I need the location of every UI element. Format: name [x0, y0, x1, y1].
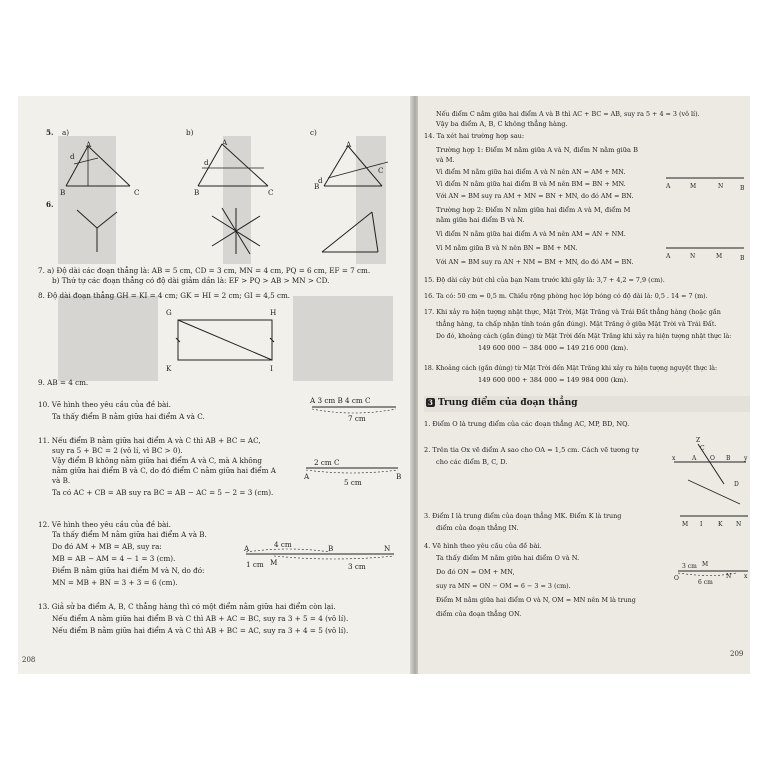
- label-M: M: [702, 561, 709, 568]
- r-line-11: Vì điểm N nằm giữa hai điểm A và M nên AM = AN + NM.: [436, 230, 626, 238]
- r-line-3: 14. Ta xét hai trường hợp sau:: [424, 132, 525, 140]
- q5c-figure: [308, 138, 398, 198]
- r-line-18: Do đó, khoảng cách (gần đúng) từ Mặt Trời đến Mặt Trăng khi xảy ra hiện tượng nhật thực là:: [436, 333, 732, 340]
- section-title: Trung điểm của đoạn thẳng: [438, 398, 578, 408]
- r-line-9: Trường hợp 2: Điểm N nằm giữa hai điểm A và M, điểm M: [436, 206, 631, 214]
- label-d: d: [204, 158, 209, 167]
- q8-rectangle: [168, 314, 278, 374]
- figure-panel: [58, 296, 158, 381]
- label-d: d: [70, 152, 75, 161]
- r-line-10: nằm giữa hai điểm B và N.: [436, 216, 525, 224]
- label-d: d: [318, 176, 323, 185]
- section-number: 3: [428, 398, 433, 407]
- r-line-14: 15. Độ dài cây bút chì của bạn Nam trước khi gãy là: 3,7 + 4,2 = 7,9 (cm).: [424, 276, 665, 284]
- label-x: x: [744, 573, 748, 580]
- q12-text-5: Điểm B nằm giữa hai điểm M và N, do đó:: [52, 566, 205, 575]
- label-K: K: [166, 364, 172, 373]
- label-N: N: [690, 253, 696, 260]
- case1-segment: [664, 174, 748, 184]
- ox-figure: [670, 440, 750, 512]
- r-line-25: 3. Điểm I là trung điểm của đoạn thẳng MK. Điểm K là trung: [424, 512, 622, 520]
- r-line-16: 17. Khi xảy ra hiện tượng nhật thực, Mặt Trời, Mặt Trăng và Trái Đất thẳng hàng (hoặc gần: [424, 308, 721, 316]
- label-y: y: [744, 455, 748, 462]
- label-B: B: [396, 472, 402, 481]
- label-M: M: [682, 521, 689, 528]
- r-line-21: 149 600 000 + 384 000 = 149 984 000 (km).: [478, 376, 629, 384]
- q5a-label: a): [62, 128, 70, 137]
- q13-text-3: Nếu điểm B nằm giữa hai điểm A và C thì AB + BC = AC, suy ra 3 + 4 = 5 (vô lí).: [52, 626, 349, 635]
- label-K: K: [718, 521, 723, 528]
- label-H: H: [270, 308, 277, 317]
- label-Z: Z: [696, 437, 701, 444]
- r-line-5: và M.: [436, 156, 455, 164]
- q12-segment-br: 3 cm: [348, 562, 366, 571]
- page-number: 208: [22, 656, 36, 664]
- label-B: B: [740, 185, 745, 192]
- q12-text-1: 12. Vẽ hình theo yêu cầu của đề bài.: [38, 520, 171, 529]
- q9-text: 9. AB = 4 cm.: [38, 378, 89, 387]
- r-line-32: điểm của đoạn thẳng ON.: [436, 610, 522, 618]
- q10-text-2: Ta thấy điểm B nằm giữa hai điểm A và C.: [52, 412, 205, 421]
- q5b-label: b): [186, 128, 194, 137]
- r-line-20: 18. Khoảng cách (gần đúng) từ Mặt Trời đến Mặt Trăng khi xảy ra hiện tượng nguyệt thực là:: [424, 365, 718, 372]
- r-line-23: 2. Trên tia Ox vẽ điểm A sao cho OA = 1,5 cm. Cách vẽ tương tự: [424, 446, 639, 454]
- q6-figure-1: [73, 206, 133, 258]
- label-O: O: [674, 575, 679, 582]
- q13-text-1: 13. Giả sử ba điểm A, B, C thẳng hàng thì có một điểm nằm giữa hai điểm còn lại.: [38, 602, 336, 611]
- q11-segment-top: 2 cm C: [314, 458, 340, 467]
- label-C: C: [700, 445, 705, 452]
- label-N: N: [384, 544, 391, 553]
- label-C: C: [134, 188, 140, 197]
- q11-text-2: suy ra 5 + BC = 2 (vô lí, vì BC > 0).: [52, 446, 183, 455]
- label-A: A: [244, 544, 250, 553]
- q11-text-4: nằm giữa hai điểm B và C, do đó điểm C nằm giữa hai điểm A: [52, 466, 276, 475]
- q10-segment-labels: A 3 cm B 4 cm C: [310, 396, 371, 405]
- label-O: O: [710, 455, 715, 462]
- om-segment-bottom: 6 cm: [698, 579, 713, 586]
- label-A: A: [86, 140, 92, 149]
- label-M: M: [716, 253, 723, 260]
- q6-figure-2: [208, 206, 268, 258]
- right-page: [418, 96, 750, 674]
- case2-segment: [664, 244, 748, 254]
- r-line-12: Vì M nằm giữa B và N nên BN = BM + MN.: [436, 244, 578, 252]
- label-I: I: [270, 364, 273, 373]
- r-line-31: Điểm M nằm giữa hai điểm O và N, OM = MN nên M là trung: [436, 596, 636, 604]
- r-line-7: Vì điểm N nằm giữa hai điểm B và M nên BM = BN + MN.: [436, 180, 626, 188]
- label-N: N: [736, 521, 742, 528]
- r-line-1: Nếu điểm C nằm giữa hai điểm A và B thì AC + BC = AB, suy ra 5 + 4 = 3 (vô lí).: [436, 110, 700, 118]
- q12-segment-top: 4 cm: [274, 540, 292, 549]
- left-page: [18, 96, 412, 674]
- r-line-30: suy ra MN = ON − OM = 6 − 3 = 3 (cm).: [436, 582, 571, 590]
- label-A: A: [346, 140, 352, 149]
- q10-length: 7 cm: [348, 414, 366, 423]
- q12-segment-bl: 1 cm: [246, 560, 264, 569]
- label-N: N: [726, 573, 732, 580]
- figure-panel: [293, 296, 393, 381]
- r-line-6: Vì điểm M nằm giữa hai điểm A và N nên AN = AM + MN.: [436, 168, 626, 176]
- q11-text-3: Vậy điểm B không nằm giữa hai điểm A và C, mà A không: [52, 456, 262, 465]
- q5c-label: c): [310, 128, 317, 137]
- label-C: C: [378, 166, 384, 175]
- label-G: G: [166, 308, 172, 317]
- label-A: A: [666, 183, 671, 190]
- q7b-text: b) Thứ tự các đoạn thẳng có độ dài giảm dần là: EF > PQ > AB > MN > CD.: [52, 276, 330, 285]
- q6-label: 6.: [46, 200, 54, 209]
- label-B: B: [726, 455, 731, 462]
- q5-label: 5.: [46, 128, 54, 137]
- r-line-26: điểm của đoạn thẳng IN.: [436, 524, 519, 532]
- label-M: M: [690, 183, 697, 190]
- q11-segment: [304, 464, 404, 476]
- r-line-15: 16. Ta có: 50 cm = 0,5 m. Chiều rộng phòng học lớp bóng có độ dài là: 0,5 . 14 = 7 (m).: [424, 292, 708, 300]
- q12-text-2: Ta thấy điểm M nằm giữa hai điểm A và B.: [52, 530, 207, 539]
- r-line-29: Do đó ON = OM + MN,: [436, 568, 515, 576]
- r-line-4: Trường hợp 1: Điểm M nằm giữa A và N, điểm N nằm giữa B: [436, 146, 638, 154]
- r-line-28: Ta thấy điểm M nằm giữa hai điểm O và N.: [436, 554, 580, 562]
- q7a-text: 7. a) Độ dài các đoạn thẳng là: AB = 5 cm, CD = 3 cm, MN = 4 cm, PQ = 6 cm, EF = 7 cm.: [38, 266, 371, 275]
- label-I: I: [700, 521, 703, 528]
- label-B: B: [328, 544, 334, 553]
- page-number: 209: [730, 650, 744, 658]
- label-A: A: [666, 253, 671, 260]
- om-segment-top: 3 cm: [682, 563, 697, 570]
- r-line-2: Vậy ba điểm A, B, C không thẳng hàng.: [436, 120, 568, 128]
- book-spread: [18, 96, 750, 674]
- label-C: C: [268, 188, 274, 197]
- q12-text-3: Do đó AM + MB = AB, suy ra:: [52, 542, 162, 551]
- label-A: A: [222, 138, 228, 147]
- q12-segment: [244, 548, 404, 562]
- omn-segment: [676, 568, 750, 578]
- q11-text-6: Ta có AC + CB = AB suy ra BC = AB − AC = 5 − 2 = 3 (cm).: [52, 488, 274, 497]
- q6-figure-3: [318, 208, 388, 260]
- q11-text-1: 11. Nếu điểm B nằm giữa hai điểm A và C thì AB + BC = AC,: [38, 436, 261, 445]
- r-line-22: 1. Điểm O là trung điểm của các đoạn thẳng AC, MP, BD, NQ.: [424, 420, 630, 428]
- q12-text-6: MN = MB + BN = 3 + 3 = 6 (cm).: [52, 578, 178, 587]
- label-M: M: [270, 558, 278, 567]
- r-line-27: 4. Vẽ hình theo yêu cầu của đề bài.: [424, 542, 542, 550]
- q13-text-2: Nếu điểm A nằm giữa hai điểm B và C thì AB + AC = BC, suy ra 3 + 5 = 4 (vô lí).: [52, 614, 349, 623]
- label-B: B: [194, 188, 200, 197]
- r-line-8: Với AN = BM suy ra AM + MN = BN + MN, do đó AM = BN.: [436, 192, 634, 200]
- r-line-17: thẳng hàng, ta chấp nhận tính toán gần đúng). Mặt Trăng ở giữa Mặt Trời và Trái Đất.: [436, 320, 717, 328]
- label-B: B: [314, 182, 320, 191]
- label-x: x: [672, 455, 676, 462]
- r-line-13: Với AN = BM suy ra AN + NM = BM + MN, do đó AM = BN.: [436, 258, 634, 266]
- r-line-24: cho các điểm B, C, D.: [436, 458, 508, 466]
- label-A: A: [692, 455, 697, 462]
- label-B: B: [740, 255, 745, 262]
- q12-text-4: MB = AB − AM = 4 − 1 = 3 (cm).: [52, 554, 176, 563]
- label-D: D: [734, 481, 739, 488]
- q11-text-5: và B.: [52, 476, 71, 485]
- q8-text: 8. Độ dài đoạn thẳng GH = KI = 4 cm; GK = HI = 2 cm; GI = 4,5 cm.: [38, 291, 291, 300]
- label-A: A: [304, 472, 310, 481]
- label-B: B: [60, 188, 66, 197]
- label-N: N: [718, 183, 724, 190]
- q10-text-1: 10. Vẽ hình theo yêu cầu của đề bài.: [38, 400, 171, 409]
- r-line-19: 149 600 000 − 384 000 = 149 216 000 (km).: [478, 344, 629, 352]
- q11-segment-bottom: 5 cm: [344, 478, 362, 487]
- q5a-figure: [58, 138, 168, 198]
